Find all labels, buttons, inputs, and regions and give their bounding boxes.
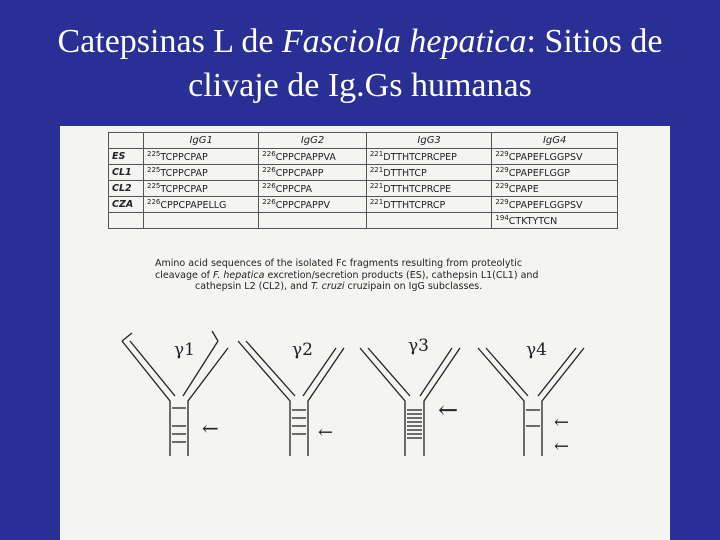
row-label: ES (109, 149, 144, 165)
table-cell: $^{229}$CPAPEFLGGPSV (492, 197, 618, 213)
cleavage-arrow-icon: ← (554, 436, 570, 457)
gamma4-label: γ4 (526, 340, 547, 360)
cleavage-arrow-icon: ← (438, 396, 459, 424)
table-cell: $^{221}$DTTHTCPRCPE (366, 181, 492, 197)
row-label: CL1 (109, 165, 144, 181)
table-cell: $^{226}$CPPCPAPPVA (259, 149, 367, 165)
column-header: IgG1 (144, 133, 259, 149)
table-cell: $^{221}$DTTHTCP (366, 165, 492, 181)
title-line-1: Catepsinas L de Fasciola hepatica: Sitios de (57, 23, 663, 60)
slide-title (0, 20, 720, 108)
table-cell: $^{225}$TCPPCPAP (144, 181, 259, 197)
row-label: CL2 (109, 181, 144, 197)
gamma3-label: γ3 (408, 336, 429, 356)
row-label: CZA (109, 197, 144, 213)
column-header: IgG4 (492, 133, 618, 149)
scanned-figure (60, 126, 670, 540)
table-cell: $^{229}$CPAPE (492, 181, 618, 197)
gamma1-label: γ1 (174, 340, 195, 360)
table-cell: $^{221}$DTTHTCPRCP (366, 197, 492, 213)
table-cell: $^{225}$TCPPCPAP (144, 165, 259, 181)
table-cell: $^{226}$CPPCPAPELLG (144, 197, 259, 213)
figure-caption: Amino acid sequences of the isolated Fc fragments resulting from proteolytic cleavage of F. hepatica excretion/secretion products (ES), cathepsin L1(CL1) and cathepsin L2 (CL2), and T. cruzi cruzipain on IgG subclasses. (155, 258, 539, 292)
table-cell: $^{194}$CTKTYTCN (492, 213, 618, 229)
table-cell: $^{229}$CPAPEFLGGP (492, 165, 618, 181)
table-cell: $^{225}$TCPPCPAP (144, 149, 259, 165)
column-header: IgG3 (366, 133, 492, 149)
gamma2-label: γ2 (292, 340, 313, 360)
table-cell: $^{229}$CPAPEFLGGPSV (492, 149, 618, 165)
cleavage-arrow-icon: ← (202, 416, 219, 440)
antibody-diagrams (60, 126, 670, 540)
species-name: Fasciola hepatica (281, 23, 527, 60)
table-cell: $^{221}$DTTHTCPRCPEP (366, 149, 492, 165)
table-cell: $^{226}$CPPCPA (259, 181, 367, 197)
title-line-2: clivaje de Ig.Gs humanas (188, 67, 532, 104)
table-cell: $^{226}$CPPCPAPPV (259, 197, 367, 213)
cleavage-arrow-icon: ← (318, 422, 334, 443)
column-header: IgG2 (259, 133, 367, 149)
cleavage-arrow-icon: ← (554, 412, 570, 433)
table-cell: $^{226}$CPPCPAPP (259, 165, 367, 181)
